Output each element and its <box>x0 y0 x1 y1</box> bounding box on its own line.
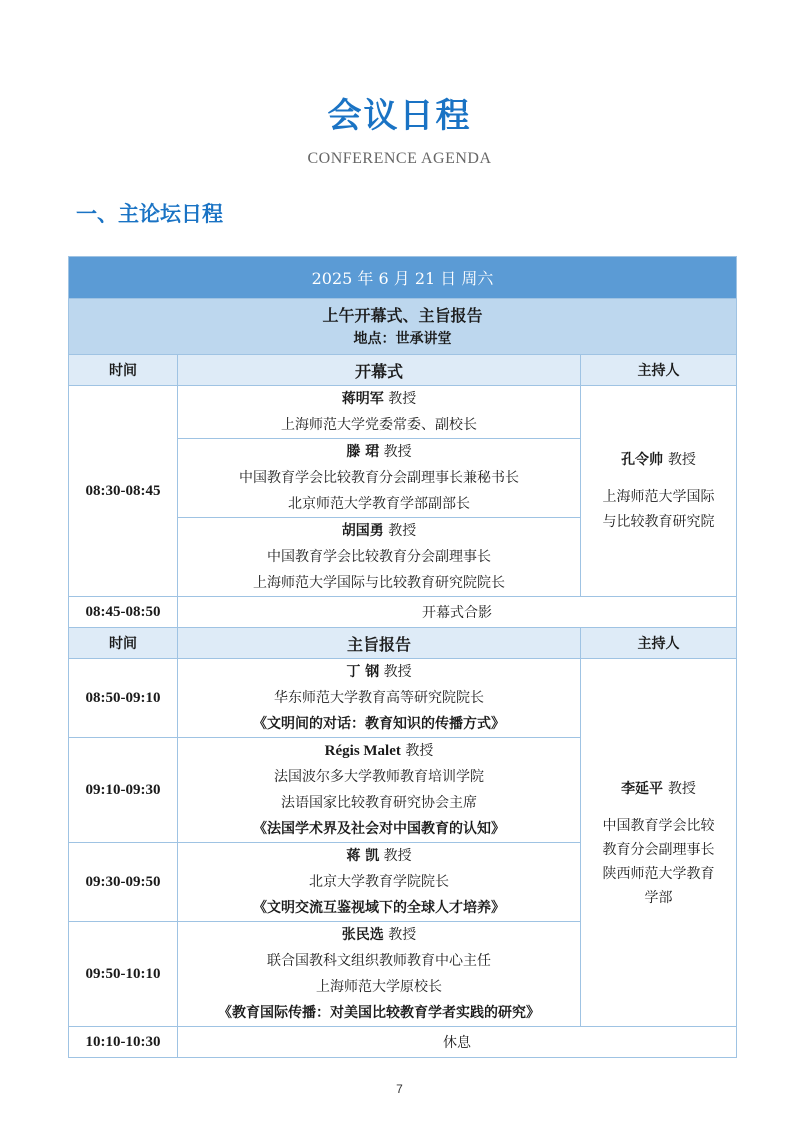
session-title: 上午开幕式、主旨报告 <box>322 305 483 325</box>
talk-topic: 《文明交流互鉴视域下的全球人才培养》 <box>253 900 505 916</box>
host-rank: 教授 <box>667 780 696 797</box>
page-title: 会议日程 <box>327 96 472 136</box>
speaker-name: 张民选 <box>341 927 384 943</box>
speaker-rank: 教授 <box>388 927 417 943</box>
speaker-affiliation: 华东师范大学教育高等研究院院长 <box>274 690 484 706</box>
col-time-header: 时间 <box>69 628 178 659</box>
host-affiliation: 与比较教育研究院 <box>602 514 715 530</box>
photo-row <box>69 597 737 628</box>
speaker-rank: 教授 <box>405 743 434 759</box>
col-opening-header: 开幕式 <box>178 355 581 386</box>
section-title: 一、主论坛日程 <box>76 202 223 226</box>
keynote-talk <box>178 738 581 843</box>
speaker-name: Régis Malet <box>324 743 401 759</box>
speaker-affiliation: 上海师范大学国际与比较教育研究院院长 <box>253 575 505 591</box>
talk-topic: 《文明间的对话：教育知识的传播方式》 <box>253 716 505 732</box>
keynote-time: 08:50-09:10 <box>69 659 178 738</box>
opening-header-row <box>69 355 737 386</box>
host-affiliation: 中国教育学会比较 <box>602 817 715 834</box>
page-number: 7 <box>396 1082 403 1096</box>
speaker-name: 蒋 凯 <box>346 848 380 864</box>
talk-topic: 《教育国际传播：对美国比较教育学者实践的研究》 <box>218 1005 540 1021</box>
keynote-talk <box>178 843 581 922</box>
opening-speaker <box>178 518 581 597</box>
col-keynote-header: 主旨报告 <box>178 628 581 659</box>
speaker-rank: 教授 <box>383 664 412 680</box>
host-name: 孔令帅 <box>621 452 664 468</box>
opening-time: 08:30-08:45 <box>69 386 178 597</box>
keynote-row <box>69 659 737 738</box>
host-rank: 教授 <box>667 452 696 468</box>
speaker-name: 滕 珺 <box>346 444 380 460</box>
speaker-affiliation: 联合国教科文组织教师教育中心主任 <box>267 953 491 969</box>
speaker-rank: 教授 <box>388 523 417 539</box>
host-affiliation: 教育分会副理事长 <box>602 841 715 858</box>
keynote-time: 09:10-09:30 <box>69 738 178 843</box>
speaker-affiliation: 法语国家比较教育研究协会主席 <box>281 795 477 811</box>
keynote-time: 09:50-10:10 <box>69 922 178 1027</box>
keynote-talk <box>178 922 581 1027</box>
agenda-table <box>68 256 737 1058</box>
session-header <box>69 299 737 355</box>
talk-topic: 《法国学术界及社会对中国教育的认知》 <box>253 821 505 837</box>
break-label: 休息 <box>178 1027 737 1058</box>
date-header: 2025 年 6 月 21 日 周六 <box>69 257 737 299</box>
speaker-name: 蒋明军 <box>341 391 384 407</box>
opening-speaker-row <box>69 386 737 439</box>
col-host-header: 主持人 <box>581 355 737 386</box>
speaker-rank: 教授 <box>388 391 417 407</box>
host-name: 李延平 <box>621 780 664 797</box>
keynote-header-row <box>69 628 737 659</box>
speaker-rank: 教授 <box>383 444 412 460</box>
opening-speaker <box>178 386 581 439</box>
col-time-header: 时间 <box>69 355 178 386</box>
col-host-header: 主持人 <box>581 628 737 659</box>
speaker-rank: 教授 <box>383 848 412 864</box>
speaker-name: 胡国勇 <box>341 523 384 539</box>
page-subtitle: CONFERENCE AGENDA <box>307 150 492 167</box>
speaker-affiliation: 上海师范大学党委常委、副校长 <box>281 417 477 433</box>
opening-host <box>581 386 737 597</box>
session-location: 地点：世承讲堂 <box>353 330 452 347</box>
speaker-affiliation: 北京师范大学教育学部副部长 <box>288 496 470 512</box>
break-time: 10:10-10:30 <box>69 1027 178 1058</box>
speaker-affiliation: 法国波尔多大学教师教育培训学院 <box>274 769 484 785</box>
speaker-affiliation: 中国教育学会比较教育分会副理事长 <box>267 549 491 565</box>
speaker-name: 丁 钢 <box>346 664 380 680</box>
photo-label: 开幕式合影 <box>178 597 737 628</box>
keynote-time: 09:30-09:50 <box>69 843 178 922</box>
keynote-host <box>581 659 737 1027</box>
host-affiliation: 学部 <box>644 889 673 906</box>
date-header-row <box>69 257 737 299</box>
keynote-talk <box>178 659 581 738</box>
speaker-affiliation: 上海师范大学原校长 <box>316 979 442 995</box>
host-affiliation: 上海师范大学国际 <box>602 489 715 505</box>
speaker-affiliation: 中国教育学会比较教育分会副理事长兼秘书长 <box>239 470 519 486</box>
opening-speaker <box>178 439 581 518</box>
break-row <box>69 1027 737 1058</box>
host-affiliation: 陕西师范大学教育 <box>602 865 715 882</box>
speaker-affiliation: 北京大学教育学院院长 <box>309 874 449 890</box>
session-header-row <box>69 299 737 355</box>
photo-time: 08:45-08:50 <box>69 597 178 628</box>
